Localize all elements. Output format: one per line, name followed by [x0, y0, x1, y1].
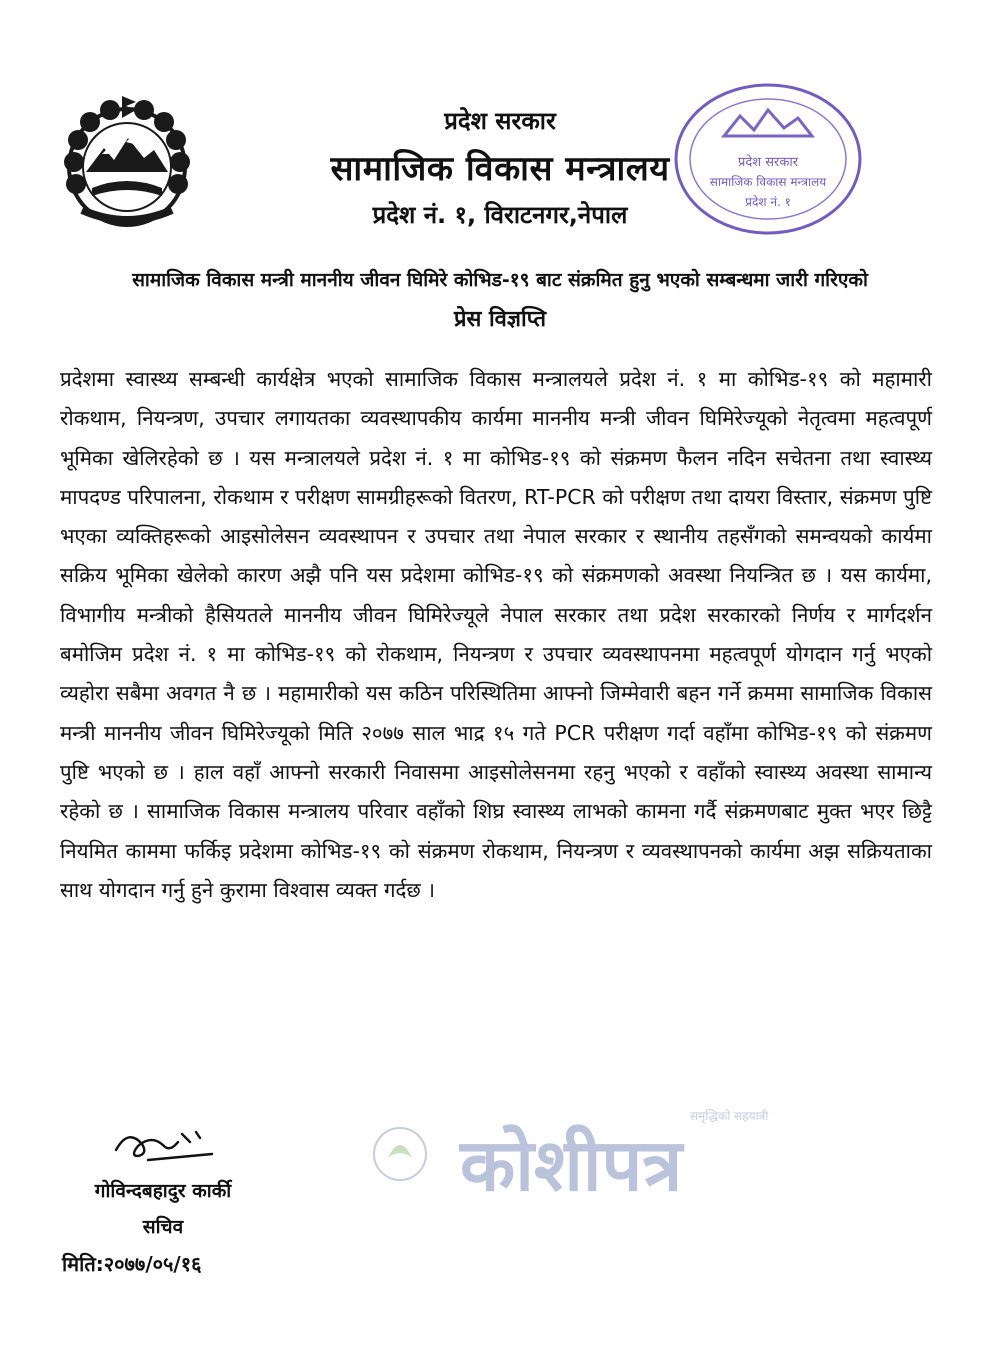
- government-emblem-icon: [52, 92, 202, 242]
- signatory-name: गोविन्दबहादुर कार्की: [94, 1180, 232, 1202]
- press-release-body: प्रदेशमा स्वास्थ्य सम्बन्धी कार्यक्षेत्र भएको सामाजिक विकास मन्त्रालयले प्रदेश नं. १ मा कोभिड-१९ को महामारी रोकथाम, नियन्त्रण, उपचार लगायतका व्यवस्थापकीय कार्यमा माननीय मन्त्री जीवन घिमिरेज्यूको नेतृत्वमा महत्वपूर्ण भूमिका खेलिरहेको छ । यस मन्त्रालयले प्रदेश नं. १ मा कोभिड-१९ को संक्रमण फैलन नदिन सचेतना तथा स्वास्थ्य मापदण्ड परिपालना, रोकथाम र परीक्षण सामग्रीहरूको वितरण, RT-PCR को परीक्षण तथा दायरा विस्तार, संक्रमण पुष्टि भएका व्यक्तिहरूको आइसोलेसन व्यवस्थापन र उपचार तथा नेपाल सरकार र स्थानीय तहसँगको समन्वयको कार्यमा सक्रिय भूमिका खेलेको कारण अझै पनि यस प्रदेशमा कोभिड-१९ को संक्रमणको अवस्था नियन्त्रित छ । यस कार्यमा, विभागीय मन्त्रीको हैसियतले माननीय जीवन घिमिरेज्यूले नेपाल सरकार तथा प्रदेश सरकारको निर्णय र मार्गदर्शन बमोजिम प्रदेश नं. १ मा कोभिड-१९ को रोकथाम, नियन्त्रण र उपचार व्यवस्थापनमा महत्वपूर्ण योगदान गर्नु भएको व्यहोरा सबैमा अवगत नै छ । महामारीको यस कठिन परिस्थितिमा आफ्नो जिम्मेवारी बहन गर्ने क्रममा सामाजिक विकास मन्त्री माननीय जीवन घिमिरेज्यूको मिति २०७७ साल भाद्र १५ गते PCR परीक्षण गर्दा वहाँमा कोभिड-१९ को संक्रमण पुष्टि भएको छ । हाल वहाँ आफ्नो सरकारी निवासमा आइसोलेसनमा रहनु भएको र वहाँको स्वास्थ्य अवस्था सामान्य रहेको छ । सामाजिक विकास मन्त्रालय परिवार वहाँको शिघ्र स्वास्थ्य लाभको कामना गर्दै संक्रमणबाट मुक्त भएर छिट्टै नियमित काममा फर्किइ प्रदेशमा कोभिड-१९ को संक्रमण रोकथाम, नियन्त्रण र व्यवस्थापनको कार्यमा अझ सक्रियताका साथ योगदान गर्नु हुने कुरामा विश्वास व्यक्त गर्दछ ।: [60, 367, 932, 902]
- stamp-line-1: प्रदेश सरकार: [737, 155, 799, 170]
- watermark-tagline: समृद्धिको सहयात्री: [690, 1109, 769, 1123]
- signatory-designation: सचिव: [142, 1216, 184, 1238]
- press-release-title: प्रेस विज्ञप्ति: [453, 307, 547, 332]
- official-stamp: [668, 74, 868, 244]
- watermark-title: कोशीपत्र: [460, 1123, 683, 1207]
- stamp-line-2: सामाजिक विकास मन्त्रालय: [709, 175, 827, 189]
- government-label: प्रदेश सरकार: [444, 107, 556, 135]
- stamp-line-3: प्रदेश नं. १: [745, 195, 791, 209]
- koshipatra-watermark: [360, 1092, 830, 1222]
- ministry-address: प्रदेश नं. १, विराटनगर,नेपाल: [372, 201, 628, 229]
- signature-mark: [108, 1120, 228, 1170]
- issue-date: मिति:२०७७/०५/१६: [62, 1252, 202, 1276]
- ministry-title: सामाजिक विकास मन्त्रालय: [330, 149, 670, 189]
- press-subject: सामाजिक विकास मन्त्री माननीय जीवन घिमिरे कोभिड-१९ बाट संक्रमित हुनु भएको सम्बन्धमा जारी गरिएको: [132, 269, 868, 291]
